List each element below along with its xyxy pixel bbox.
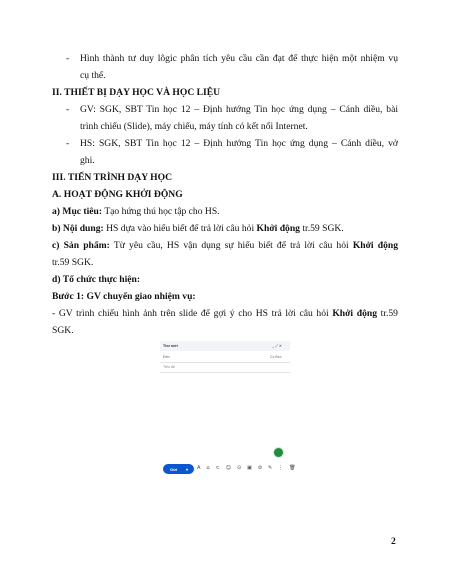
bullet-text: HS: SGK, SBT Tin học 12 – Định hướng Tin học ứng dụng – Cánh diều, vở	[80, 138, 398, 149]
subsection-heading: A. HOẠT ĐỘNG KHỞI ĐỘNG	[52, 189, 183, 200]
content-tail: tr.59 SGK.	[299, 223, 344, 234]
subject-field: Tiêu đề	[163, 365, 175, 369]
bullet-dash: -	[66, 104, 70, 115]
content-label: b) Nội dung:	[52, 223, 104, 234]
bullet-dash: -	[66, 53, 70, 64]
section-heading: II. THIẾT BỊ DẠY HỌC VÀ HỌC LIỆU	[52, 87, 221, 98]
teacher-bold: Khởi động	[332, 308, 377, 319]
goal-label: a) Mục tiêu:	[52, 206, 103, 217]
organize-heading: d) Tổ chức thực hiện:	[52, 274, 141, 285]
email-compose-screenshot	[160, 341, 298, 481]
divider	[160, 362, 290, 363]
teacher-text: - GV trình chiếu hình ảnh trên slide để gợi ý cho HS trả lời câu hỏi	[52, 308, 333, 319]
formatting-toolbar-icons: A ⌂ ⊂ ☺ ⊙ ▣ ⊘ ✎ ⋮ 🗑	[197, 465, 298, 471]
cc-bcc-links: Cc Bcc	[270, 355, 282, 359]
product-text: Từ yêu cầu, HS vận dụng sự hiểu biết để trả lời câu hỏi	[109, 240, 353, 251]
page-number: 2	[391, 536, 396, 547]
teacher-line-continued: SGK.	[52, 325, 74, 336]
product-label: c) Sản phẩm:	[52, 240, 110, 251]
teacher-tail: tr.59	[377, 308, 398, 319]
goal-line	[52, 205, 398, 218]
section-heading: III. TIẾN TRÌNH DẠY HỌC	[52, 172, 173, 183]
assistant-icon	[273, 447, 284, 458]
compose-title: Thư mới	[163, 344, 178, 348]
compose-header	[160, 341, 290, 351]
product-bold: Khởi động	[352, 240, 398, 251]
window-controls-icon: _ ⤢ ✕	[272, 344, 282, 348]
content-text: HS dựa vào hiểu biết để trả lời câu hỏi	[103, 223, 257, 234]
step-heading: Bước 1: GV chuyển giao nhiệm vụ:	[52, 291, 196, 302]
send-label: Gửi	[170, 466, 178, 472]
bullet-text: GV: SGK, SBT Tin học 12 – Định hướng Tin học ứng dụng – Cánh diều, bài	[80, 104, 398, 115]
send-button	[163, 464, 194, 474]
divider	[160, 372, 290, 373]
product-line	[52, 239, 398, 252]
to-field: Đến	[163, 355, 170, 359]
product-line-continued: tr.59 SGK.	[52, 257, 94, 268]
content-bold: Khởi động	[256, 223, 300, 234]
bullet-text-continued: cụ thể.	[80, 70, 106, 81]
teacher-line	[52, 307, 398, 320]
bullet-text-continued: trình chiếu (Slide), máy chiếu, máy tính có kết nối Internet.	[80, 121, 308, 132]
send-options-icon: ▾	[186, 466, 189, 472]
bullet-dash: -	[66, 138, 70, 149]
bullet-text: Hình thành tư duy lôgic phân tích yêu cầu cần đạt để thực hiện một nhiệm vụ	[80, 53, 398, 64]
content-line	[52, 222, 398, 235]
goal-text: Tạo hứng thú học tập cho HS.	[102, 206, 220, 217]
bullet-text-continued: ghi.	[80, 155, 95, 166]
